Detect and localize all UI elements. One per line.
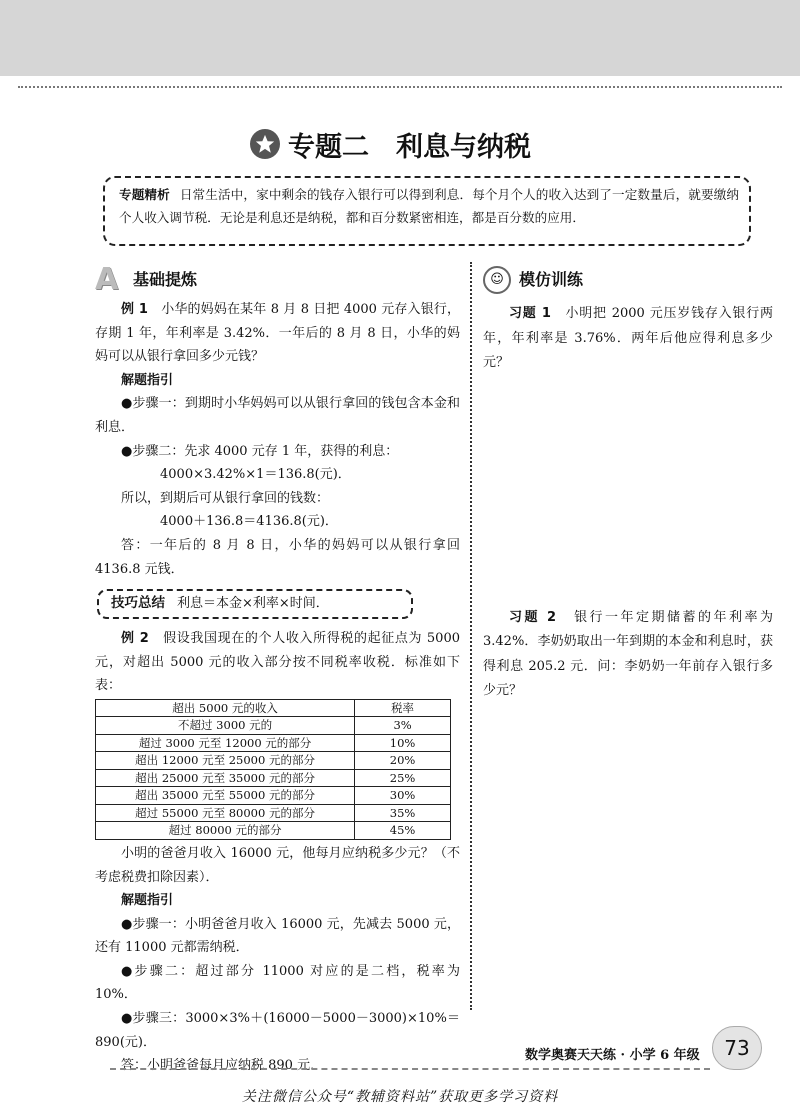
page-number: 73 <box>712 1026 762 1070</box>
top-dotted-divider <box>18 86 782 88</box>
table-row <box>96 734 451 752</box>
example-1 <box>95 298 460 369</box>
tips-text: 利息＝本金×利率×时间． <box>177 596 329 612</box>
example-1-text: 小华的妈妈在某年 8 月 8 日把 4000 元存入银行，存期 1 年，年利率是 3.42%．一年后的 8 月 8 日，小华的妈妈可以从银行拿回多少元钱？ <box>95 302 460 365</box>
exercise-2-text: 银行一年定期储蓄的年利率为 3.42%．李奶奶取出一年到期的本金和利息时，获得利息 205.2 元．问：李奶奶一年前存入银行多少元？ <box>483 609 773 698</box>
table-cell-income: 超过 55000 元至 80000 元的部分 <box>96 804 355 822</box>
table-row <box>96 717 451 735</box>
example-2-step-3: ●步骤三：3000×3%＋(16000－5000－3000)×10%＝890(元)． <box>95 1011 460 1050</box>
example-1-answer: 答：一年后的 8 月 8 日，小华的妈妈可以从银行拿回 4136.8 元钱． <box>95 537 460 577</box>
table-header-rate: 税率 <box>355 699 451 717</box>
table-row <box>96 752 451 770</box>
table-body <box>96 717 451 840</box>
example-1-calc-1: 4000×3.42%×1＝136.8(元)． <box>160 467 351 483</box>
footer-dashed-line <box>110 1068 710 1070</box>
tips-label: 技巧总结 <box>111 595 165 612</box>
right-column <box>483 262 773 704</box>
example-1-step-1: ●步骤一：到期时小华妈妈可以从银行拿回的钱包含本金和利息． <box>95 396 460 435</box>
letter-a-icon: A <box>95 262 119 297</box>
example-1-so: 所以，到期后可从银行拿回的钱数： <box>121 490 330 506</box>
bottom-notice: 关注微信公众号“教辅资料站”获取更多学习资料 <box>241 1089 559 1105</box>
table-cell-rate: 30% <box>355 787 451 805</box>
column-divider <box>470 262 472 1010</box>
example-2-text: 假设我国现在的个人收入所得税的起征点为 5000 元，对超出 5000 元的收入部分按不同税率收税．标准如下表： <box>95 631 460 694</box>
table-row <box>96 804 451 822</box>
example-1-calc-2: 4000＋136.8＝4136.8(元)． <box>160 514 338 530</box>
book-title-footer: 数学奥赛天天练 · 小学 6 年级 <box>525 1048 700 1063</box>
intro-label: 专题精析 <box>119 187 170 202</box>
table-cell-rate: 35% <box>355 804 451 822</box>
page-title <box>250 124 531 164</box>
example-2-step-2: ●步骤二：超过部分 11000 对应的是二档，税率为 10%． <box>95 963 460 1003</box>
table-row <box>96 769 451 787</box>
table-cell-income: 超出 35000 元至 55000 元的部分 <box>96 787 355 805</box>
star-badge-icon <box>250 129 280 159</box>
table-cell-income: 超过 3000 元至 12000 元的部分 <box>96 734 355 752</box>
example-2-answer: 答：小明爸爸每月应纳税 890 元． <box>121 1058 324 1074</box>
example-2-label: 例 2 <box>121 631 149 647</box>
table-header-row <box>96 699 451 717</box>
example-1-guide-title: 解题指引 <box>121 372 174 388</box>
practice-section-header <box>483 262 773 298</box>
exercise-1-text: 小明把 2000 元压岁钱存入银行两年，年利率是 3.76%．两年后他应得利息多少元？ <box>483 306 773 370</box>
mimic-training-icon: ☺ <box>483 266 511 294</box>
table-cell-income: 不超过 3000 元的 <box>96 717 355 735</box>
example-1-step-2: ●步骤二：先求 4000 元存 1 年，获得的利息： <box>121 443 399 459</box>
exercise-2-label: 习题 2 <box>509 609 557 625</box>
table-header-income: 超出 5000 元的收入 <box>96 699 355 717</box>
example-2-question: 小明的爸爸月收入 16000 元，他每月应纳税多少元？（不考虑税费扣除因素）． <box>95 845 460 885</box>
exercise-1-label: 习题 1 <box>509 306 551 321</box>
example-2-guide-title: 解题指引 <box>121 893 174 909</box>
table-cell-income: 超出 25000 元至 35000 元的部分 <box>96 769 355 787</box>
table-cell-income: 超出 12000 元至 25000 元的部分 <box>96 752 355 770</box>
tax-rate-table <box>95 699 451 840</box>
answer-space <box>483 376 773 606</box>
top-gray-band <box>0 0 800 76</box>
intro-text: 日常生活中，家中剩余的钱存入银行可以得到利息．每个月个人的收入达到了一定数量后，就要缴纳个人收入调节税．无论是利息还是纳税，都和百分数紧密相连，都是百分数的应用． <box>119 187 740 225</box>
exercise-1 <box>483 302 773 376</box>
exercise-2 <box>483 606 773 704</box>
example-1-label: 例 1 <box>121 302 148 317</box>
table-cell-rate: 20% <box>355 752 451 770</box>
left-column <box>95 262 460 1078</box>
basic-section-title: 基础提炼 <box>133 270 198 290</box>
practice-section-title: 模仿训练 <box>519 269 584 289</box>
table-cell-rate: 3% <box>355 717 451 735</box>
title-text: 专题二 利息与纳税 <box>288 131 531 163</box>
topic-intro-box <box>103 176 751 246</box>
table-row <box>96 822 451 840</box>
basic-section-header <box>95 262 460 298</box>
tips-box <box>97 589 413 619</box>
example-2-step-1: ●步骤一：小明爸爸月收入 16000 元，先减去 5000 元，还有 11000 元都需纳税． <box>95 916 460 956</box>
table-cell-income: 超过 80000 元的部分 <box>96 822 355 840</box>
table-row <box>96 787 451 805</box>
table-cell-rate: 25% <box>355 769 451 787</box>
table-cell-rate: 45% <box>355 822 451 840</box>
table-cell-rate: 10% <box>355 734 451 752</box>
example-2 <box>95 627 460 698</box>
